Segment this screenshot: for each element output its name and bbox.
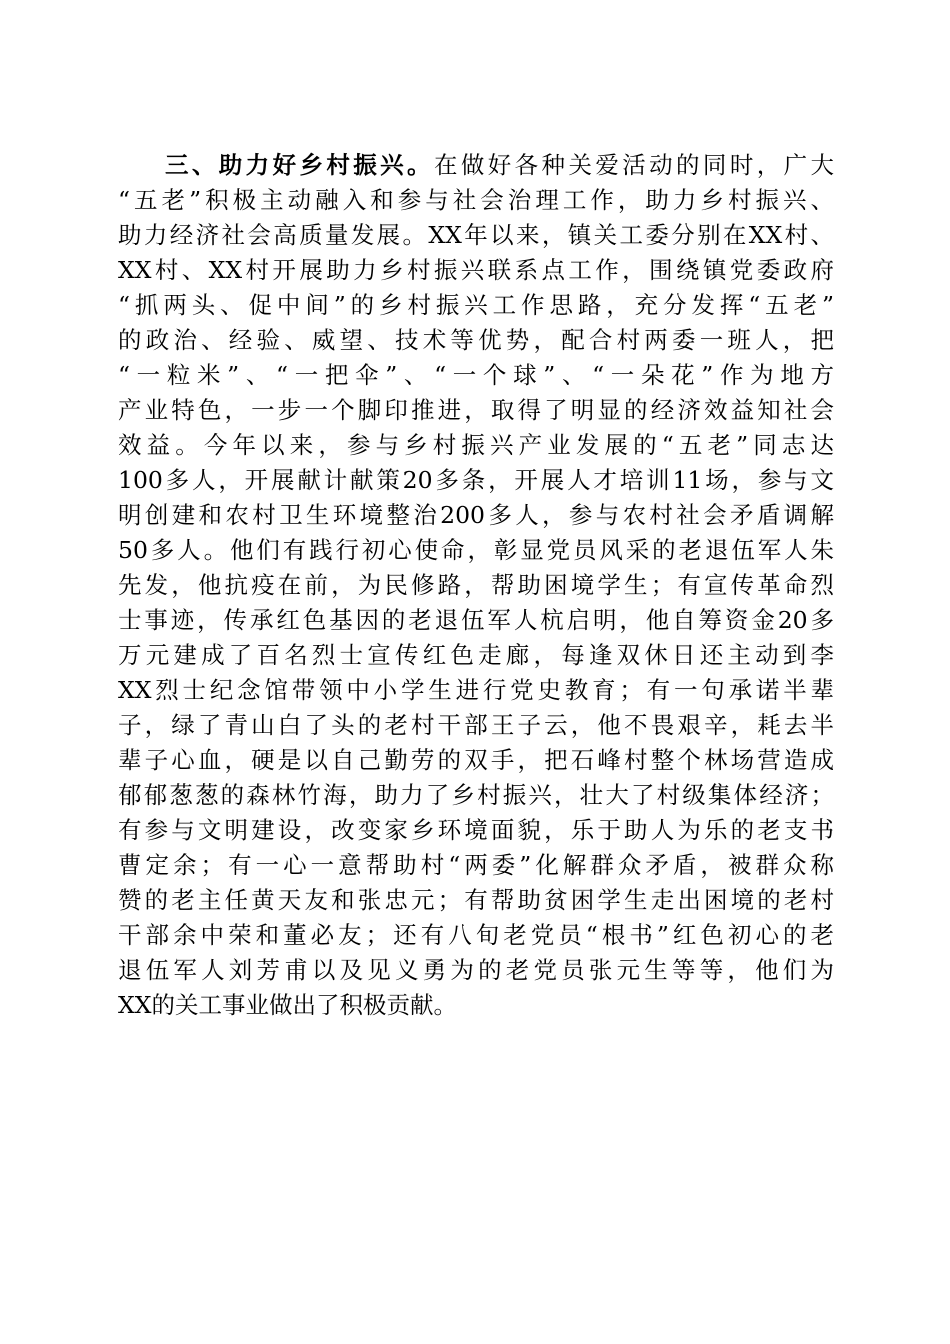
paragraph-line: 子，绿了青山白了头的老村干部王子云，他不畏艰辛，耗去半 xyxy=(118,711,834,739)
paragraph-line: 的政治、经验、威望、技术等优势，配合村两委一班人，把 xyxy=(118,326,834,354)
paragraph-line: 50多人。他们有践行初心使命，彰显党员风采的老退伍军人朱 xyxy=(118,536,834,564)
paragraph-line: 产业特色，一步一个脚印推进，取得了明显的经济效益知社会 xyxy=(118,396,834,424)
paragraph-line: “五老”积极主动融入和参与社会治理工作，助力乡村振兴、 xyxy=(118,186,834,214)
paragraph-line-last: XX的关工事业做出了积极贡献。 xyxy=(118,991,457,1019)
paragraph-line: XX村、XX村开展助力乡村振兴联系点工作，围绕镇党委政府 xyxy=(118,256,834,284)
section-heading: 三、助力好乡村振兴。 xyxy=(165,151,434,179)
paragraph-line: 士事迹，传承红色基因的老退伍军人杭启明，他自筹资金20多 xyxy=(118,606,834,634)
paragraph-line: 有参与文明建设，改变家乡环境面貌，乐于助人为乐的老支书 xyxy=(118,816,834,844)
paragraph-line: 赞的老主任黄天友和张忠元；有帮助贫困学生走出困境的老村 xyxy=(118,886,834,914)
paragraph-line: XX烈士纪念馆带领中小学生进行党史教育；有一句承诺半辈 xyxy=(118,676,834,704)
paragraph-line: 助力经济社会高质量发展。XX年以来，镇关工委分别在XX村、 xyxy=(118,221,834,249)
paragraph-line: 辈子心血，硬是以自己勤劳的双手，把石峰村整个林场营造成 xyxy=(118,746,834,774)
paragraph-line: 先发，他抗疫在前，为民修路，帮助困境学生；有宣传革命烈 xyxy=(118,571,834,599)
first-line-text: 在做好各种关爱活动的同时，广大 xyxy=(433,151,835,179)
paragraph-line: “抓两头、促中间”的乡村振兴工作思路，充分发挥“五老” xyxy=(118,291,834,319)
paragraph-line-1 xyxy=(118,148,834,183)
paragraph-line: 曹定余；有一心一意帮助村“两委”化解群众矛盾，被群众称 xyxy=(118,851,834,879)
paragraph-line: “一粒米”、“一把伞”、“一个球”、“一朵花”作为地方 xyxy=(118,361,834,389)
paragraph-line: 明创建和农村卫生环境整治200多人，参与农村社会矛盾调解 xyxy=(118,501,834,529)
paragraph-line: 效益。今年以来，参与乡村振兴产业发展的“五老”同志达 xyxy=(118,431,834,459)
paragraph-line: 100多人，开展献计献策20多条，开展人才培训11场，参与文 xyxy=(118,466,834,494)
paragraph-line: 郁郁葱葱的森林竹海，助力了乡村振兴，壮大了村级集体经济； xyxy=(118,781,834,809)
paragraph-line: 万元建成了百名烈士宣传红色走廊，每逢双休日还主动到李 xyxy=(118,641,834,669)
paragraph-line: 退伍军人刘芳甫以及见义勇为的老党员张元生等等，他们为 xyxy=(118,956,834,984)
body-paragraph xyxy=(118,148,834,1023)
paragraph-line: 干部余中荣和董必友；还有八旬老党员“根书”红色初心的老 xyxy=(118,921,834,949)
